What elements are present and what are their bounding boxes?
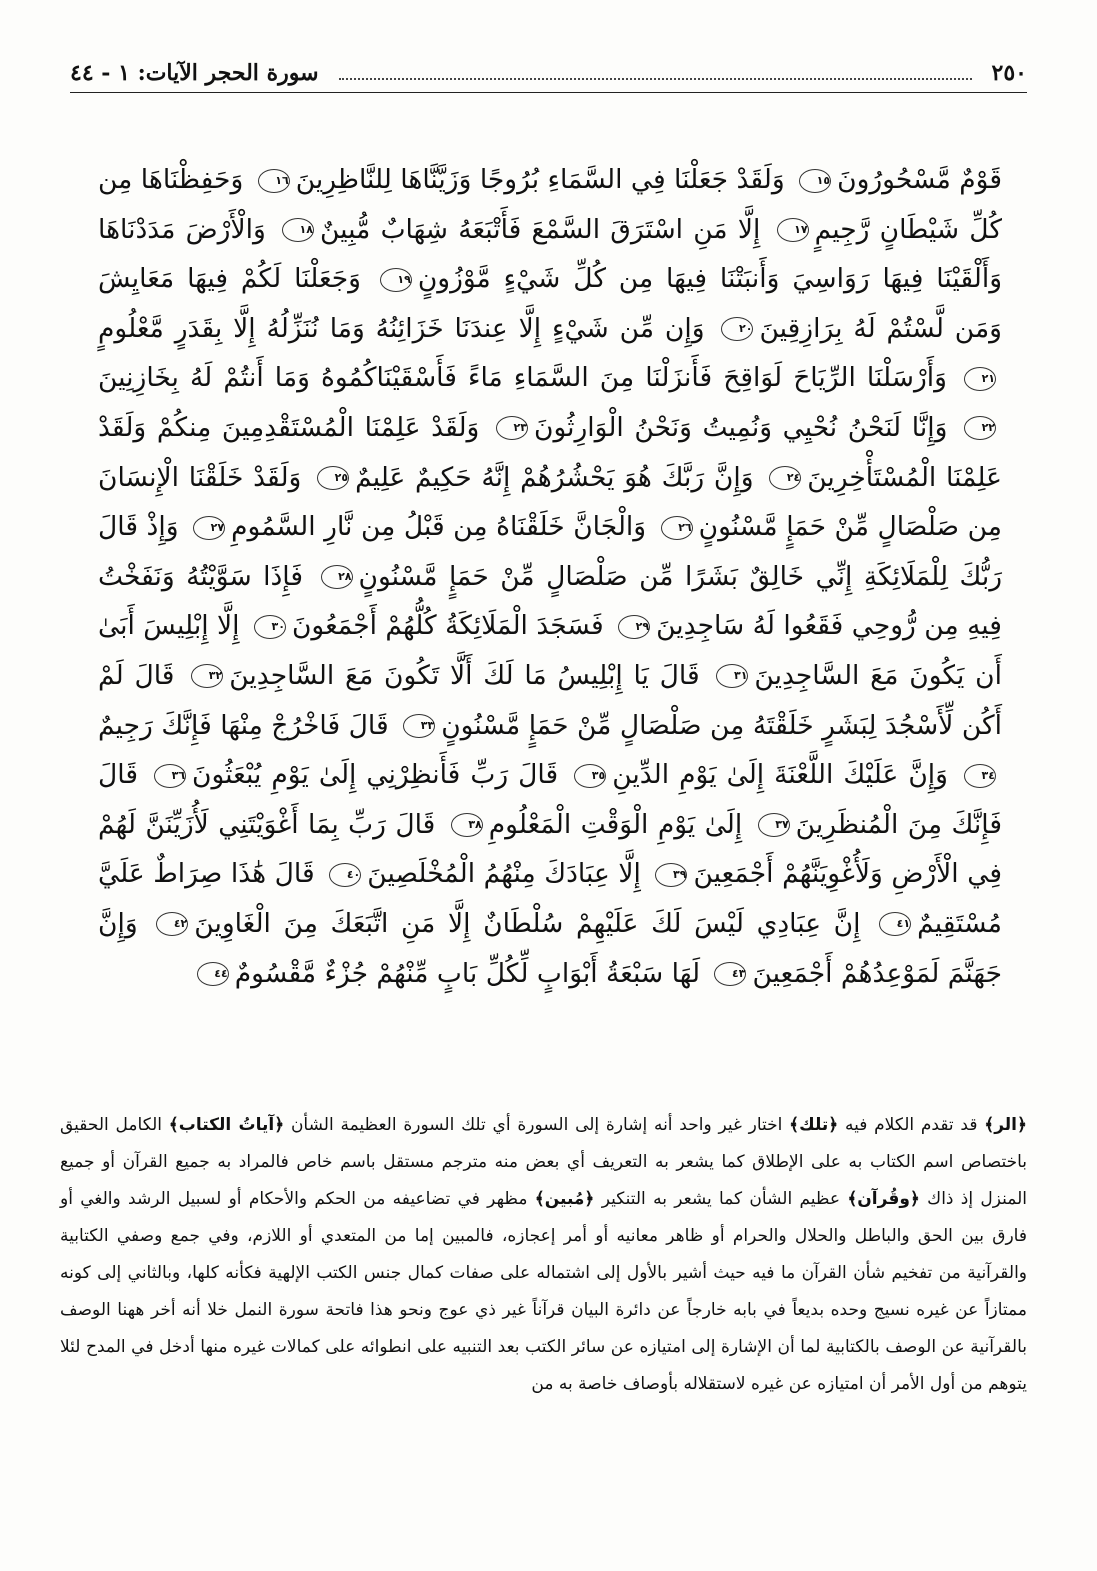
ayah-number-marker: ٢٦: [661, 516, 693, 540]
ayah-number-marker: ٤٠: [329, 863, 361, 887]
ayah-text: وَجَعَلْنَا لَكُمْ فِيهَا مَعَايِشَ وَمَن لَّسْتُمْ لَهُ بِرَازِقِينَ: [98, 263, 1002, 344]
ayah-number-marker: ٣٤: [964, 764, 996, 788]
ayah-number-marker: ١٦: [258, 169, 290, 193]
ayah-text: وَمَا أَنتُمْ لَهُ بِخَازِنِينَ: [98, 362, 310, 394]
running-header: [70, 52, 1027, 93]
ayah-number-marker: ٣٢: [191, 664, 223, 688]
quoted-quran-phrase: ﴿الر﴾: [984, 1115, 1027, 1135]
ayah-number-marker: ٢٧: [193, 516, 225, 540]
commentary-text: الكامل الحقيق باختصاص اسم الكتاب به على الإطلاق كما يشعر به التعريف أي بعض منه مترجم مستقل باسم خاص فالمراد به جميع القرآن أو جميع المنزل إذ ذاك: [60, 1115, 1028, 1209]
ayah-number-marker: ٢٠: [721, 317, 753, 341]
ayah-text: قَالَ لَمْ أَكُن لِّأَسْجُدَ لِبَشَرٍ خَلَقْتَهُ مِن صَلْصَالٍ مِّنْ حَمَإٍ مَّسْنُونٍ: [98, 659, 1002, 741]
ayah-text: فَإِذَا سَوَّيْتُهُ وَنَفَخْتُ فِيهِ مِن رُّوحِي فَقَعُوا لَهُ سَاجِدِينَ: [98, 560, 1002, 642]
ayah-text: وَالْجَانَّ خَلَقْنَاهُ مِن قَبْلُ مِن نَّارِ السَّمُومِ: [231, 511, 647, 543]
commentary-text: اختار غير واحد أنه إشارة إلى السورة أي تلك السورة العظيمة الشأن: [284, 1115, 790, 1135]
ayah-number-marker: ٢٢: [964, 416, 996, 440]
quran-verses: [98, 155, 1002, 998]
ayah-number-marker: ٤٢: [156, 912, 188, 936]
ayah-text: قَالَ فَاخْرُجْ مِنْهَا فَإِنَّكَ رَجِيمٌ: [98, 709, 389, 741]
ayah-number-marker: ٣٩: [655, 863, 687, 887]
commentary-text: عظيم الشأن كما يشعر به التنكير: [594, 1189, 848, 1209]
ayah-text: وَإِذْ قَالَ رَبُّكَ لِلْمَلَائِكَةِ إِنِّي خَالِقٌ بَشَرًا مِّن صَلْصَالٍ: [98, 511, 1003, 592]
ayah-number-marker: ٣١: [716, 664, 748, 688]
quoted-quran-phrase: ﴿آياتُ الكتاب﴾: [168, 1115, 285, 1135]
ayah-text: إِنَّ عِبَادِي لَيْسَ لَكَ عَلَيْهِمْ سُلْطَانٌ: [483, 907, 861, 939]
ayah-number-marker: ١٨: [282, 218, 314, 242]
ayah-number-marker: ٢٤: [769, 466, 801, 490]
quoted-quran-phrase: ﴿تلك﴾: [789, 1115, 839, 1135]
ayah-text: وَإِنَّ رَبَّكَ هُوَ يَحْشُرُهُمْ إِنَّهُ حَكِيمٌ عَلِيمٌ: [355, 461, 754, 493]
ayah-text: فَسَجَدَ الْمَلَائِكَةُ كُلُّهُمْ: [385, 610, 604, 642]
ayah-text: وَإِنَّ عَلَيْكَ اللَّعْنَةَ إِلَىٰ يَوْمِ الدِّينِ: [612, 759, 948, 791]
ayah-number-marker: ٤٤: [197, 962, 229, 986]
surah-title: سورة الحجر الآيات: ١ - ٤٤: [70, 60, 319, 86]
ayah-number-marker: ٢٨: [321, 565, 353, 589]
ayah-number-marker: ٣٦: [154, 764, 186, 788]
ayah-number-marker: ٣٧: [758, 813, 790, 837]
ayah-text: مِّنْ حَمَإٍ مَّسْنُونٍ: [358, 560, 535, 592]
ayah-text: إِلَىٰ يَوْمِ الْوَقْتِ الْمَعْلُومِ: [488, 808, 743, 840]
ayah-text: قَالَ يَا إِبْلِيسُ مَا لَكَ أَلَّا تَكُونَ مَعَ السَّاجِدِينَ: [229, 659, 700, 691]
ayah-text: إِلَّا: [618, 858, 641, 890]
ayah-text: وَلَقَدْ خَلَقْنَا الْإِنسَانَ مِن صَلْصَالٍ مِّنْ حَمَإٍ: [98, 461, 1002, 543]
ayah-text: قَالَ رَبِّ بِمَا أَغْوَيْتَنِي لَأُزَيِّنَنَّ لَهُمْ فِي الْأَرْضِ وَلَأُغْوِيَنَّهُمْ أَجْمَعِينَ: [98, 808, 1002, 890]
commentary-text: مظهر في تضاعيفه من الحكم والأحكام أو لسبيل الرشد والغي أو فارق بين الحق والباطل والحلال والحرام أو ظاهر معانيه أو أمر إعجازه، فالمبين إما من المتعدي أو اللازم، وفي جمع وصفي الكتابية والقرآنية من تفخيم شأن القرآن ما فيه حيث أشير بالأول إلى اشتماله على صفات كمال جنس الكتب الإلهية فكأنه كلها، وبالثاني إلى كونه ممتازاً عن غيره نسيج وحده بديعاً في بابه خارجاً عن دائرة البيان قرآناً غير ذي عوج ونحو هذا فاتحة سورة النمل خلا أنه أخر ههنا الوصف بالقرآنية عن الوصف بالكتابية لما أن الإشارة إلى امتيازه عن سائر الكتب بعد التنبيه على انطوائه على كمالات غيره منها أدخل في المدح لئلا يتوهم من أول الأمر أن امتيازه عن غيره لاستقلاله بأوصاف خاصة به من: [60, 1189, 1027, 1394]
ayah-number-marker: ٣٨: [451, 813, 483, 837]
tafsir-paragraph: [60, 1107, 1027, 1403]
ayah-text: وَحَفِظْنَاهَا مِن كُلِّ شَيْطَانٍ: [98, 164, 1002, 245]
ayah-number-marker: ٤٣: [714, 962, 746, 986]
ayah-text: مَّسْنُونٍ: [698, 511, 778, 543]
ayah-number-marker: ٣٥: [574, 764, 606, 788]
ayah-text: خَزَائِنُهُ وَمَا نُنَزِّلُهُ إِلَّا بِقَدَرٍ مَّعْلُومٍ: [98, 312, 444, 344]
ayah-text: جُزْءٌ مَّقْسُومٌ: [234, 957, 368, 989]
ayah-text: قَوْمٌ مَّسْحُورُونَ: [837, 164, 1002, 195]
ayah-number-marker: ٢٥: [317, 466, 349, 490]
ayah-text: وَلَقَدْ جَعَلْنَا فِي السَّمَاءِ بُرُوجًا وَزَيَّنَّاهَا لِلنَّاظِرِينَ: [295, 164, 785, 195]
ayah-number-marker: ١٧: [777, 218, 809, 242]
ayah-number-marker: ٣٣: [403, 714, 435, 738]
ayah-text: قَالَ فَإِنَّكَ مِنَ الْمُنظَرِينَ: [98, 759, 1002, 840]
ayah-text: وَإِنَّا لَنَحْنُ نُحْيِي وَنُمِيتُ وَنَحْنُ الْوَارِثُونَ: [533, 411, 948, 443]
page-number: ٢٥٠: [991, 60, 1027, 86]
ayah-text: وَإِنَّ جَهَنَّمَ لَمَوْعِدُهُمْ أَجْمَعِينَ: [98, 907, 1002, 989]
ayah-number-marker: ٣٠: [254, 615, 286, 639]
ayah-number-marker: ٢٩: [618, 615, 650, 639]
quoted-quran-phrase: ﴿مُبين﴾: [534, 1189, 595, 1209]
ayah-text: عِبَادَكَ مِنْهُمُ الْمُخْلَصِينَ: [367, 858, 610, 890]
ayah-number-marker: ٢٣: [496, 416, 528, 440]
ayah-text: أَجْمَعُونَ: [291, 610, 377, 642]
ayah-text: قَالَ هَٰذَا صِرَاطٌ عَلَيَّ مُسْتَقِيمٌ: [98, 858, 1002, 939]
ayah-text: إِلَّا مَنِ اسْتَرَقَ السَّمْعَ فَأَتْبَعَهُ شِهَابٌ مُّبِينٌ: [319, 213, 761, 245]
ayah-text: لَهَا سَبْعَةُ أَبْوَابٍ لِّكُلِّ بَابٍ مِّنْهُمْ: [376, 957, 701, 989]
ayah-number-marker: ١٩: [380, 268, 412, 292]
ayah-text: وَأَرْسَلْنَا الرِّيَاحَ لَوَاقِحَ فَأَنزَلْنَا مِنَ السَّمَاءِ مَاءً فَأَسْقَيْنَاكُمُوهُ: [320, 362, 947, 394]
ayah-text: رَّجِيمٍ: [814, 213, 870, 245]
ayah-number-marker: ١٥: [799, 169, 831, 193]
ayah-text: إِلَّا مَنِ اتَّبَعَكَ مِنَ الْغَاوِينَ: [194, 907, 471, 939]
quoted-quran-phrase: ﴿وقُرآن﴾: [847, 1189, 920, 1209]
ayah-text: إِلَّا إِبْلِيسَ أَبَىٰ أَن يَكُونَ مَعَ السَّاجِدِينَ: [98, 610, 1002, 691]
ayah-number-marker: ٤١: [879, 912, 911, 936]
ayah-text: قَالَ رَبِّ فَأَنظِرْنِي إِلَىٰ يَوْمِ يُبْعَثُونَ: [192, 759, 559, 791]
ayah-text: وَلَقَدْ عَلِمْنَا الْمُسْتَأْخِرِينَ: [98, 411, 1002, 493]
header-dot-leader: [339, 78, 972, 80]
commentary-text: قد تقدم الكلام فيه: [838, 1115, 985, 1135]
ayah-text: مِن كُلِّ شَيْءٍ مَّوْزُونٍ: [417, 263, 654, 295]
ayah-text: وَإِن مِّن شَيْءٍ إِلَّا عِندَنَا: [454, 312, 705, 344]
tafsir-commentary: [60, 1107, 1027, 1403]
ayah-text: وَلَقَدْ عَلِمْنَا الْمُسْتَقْدِمِينَ مِنكُمْ: [156, 411, 480, 443]
ayah-text: وَالْأَرْضَ مَدَدْنَاهَا وَأَلْقَيْنَا فِيهَا رَوَاسِيَ وَأَنبَتْنَا فِيهَا: [98, 213, 1002, 295]
ayah-number-marker: ٢١: [964, 367, 996, 391]
